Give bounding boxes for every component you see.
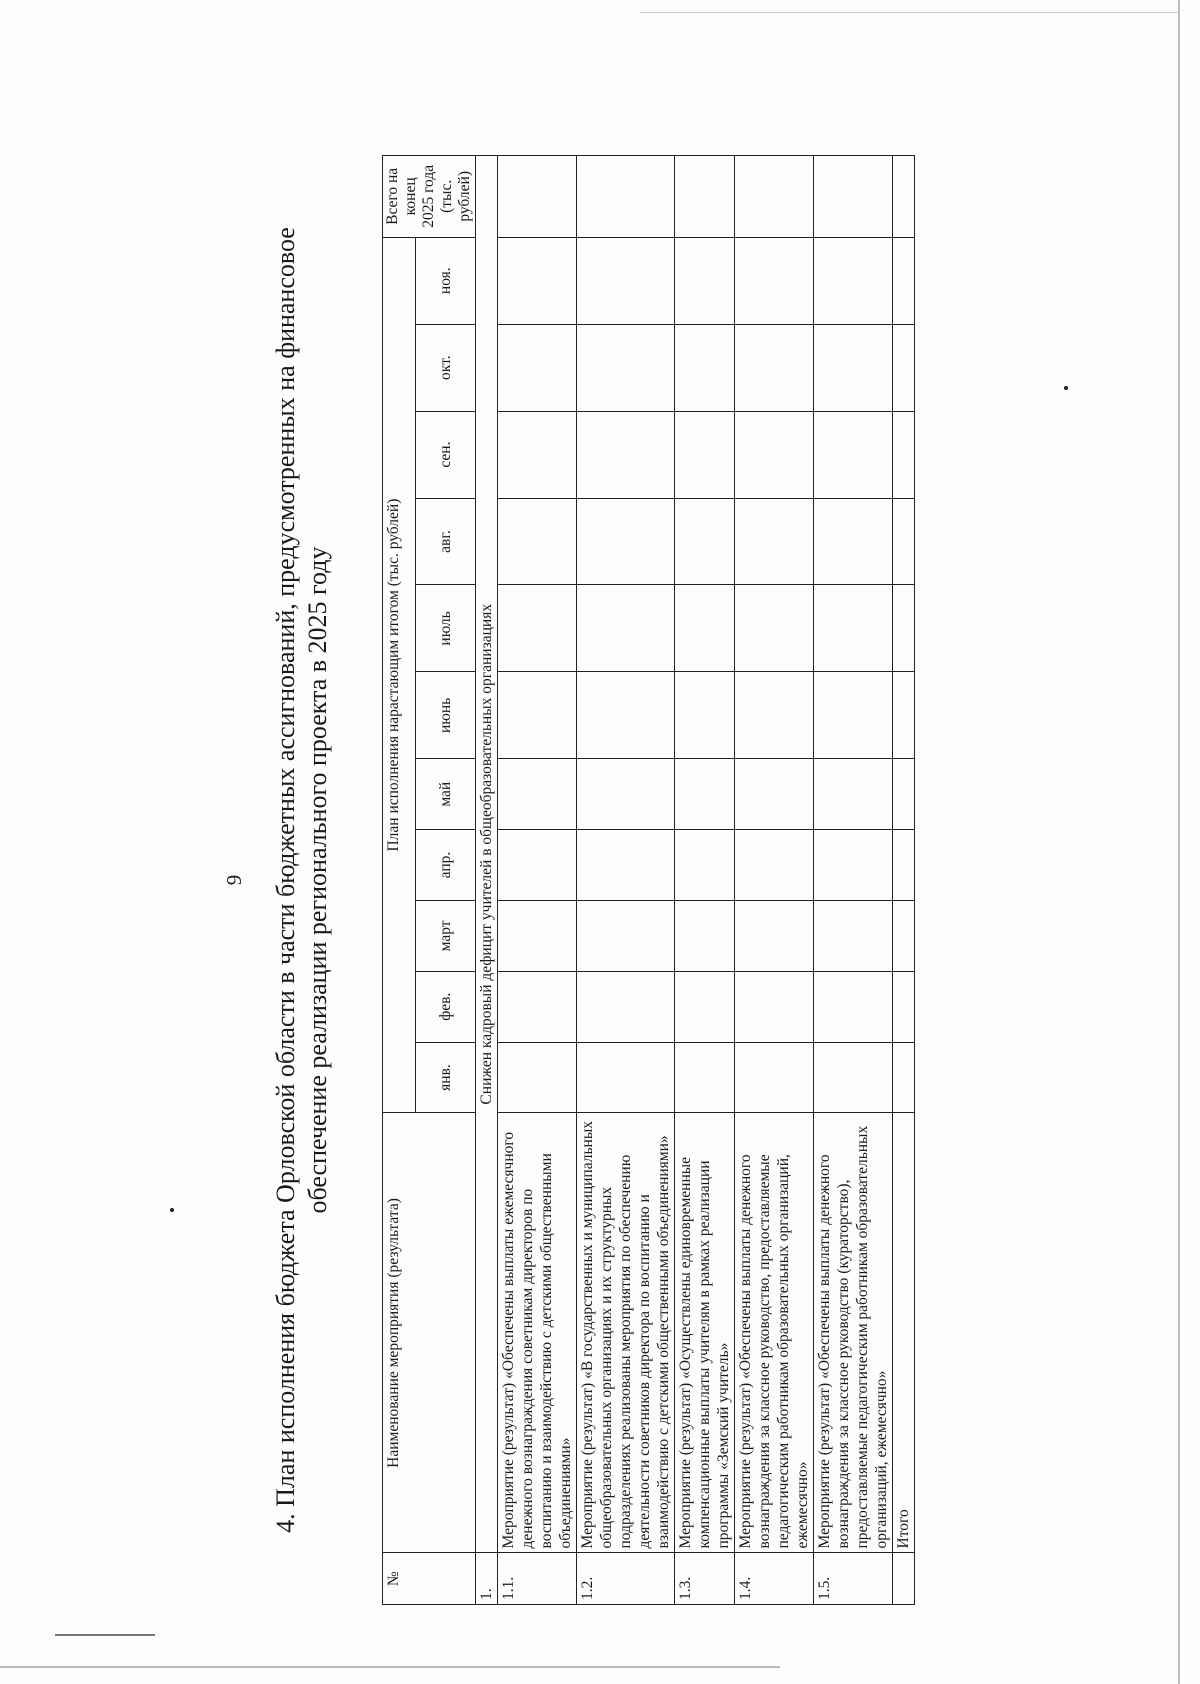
row-number: 1.5. — [814, 1553, 893, 1605]
table-row — [675, 156, 735, 1605]
empty-cell — [893, 1553, 915, 1605]
empty-cell — [893, 324, 915, 411]
header-month: окт. — [416, 324, 476, 411]
row-number: 1.1. — [498, 1553, 577, 1605]
empty-cell — [735, 237, 814, 324]
empty-cell — [498, 830, 577, 901]
empty-cell — [675, 237, 735, 324]
empty-cell — [735, 759, 814, 830]
empty-cell — [498, 585, 577, 672]
section-number: 1. — [476, 1553, 498, 1605]
header-month: янв. — [416, 1042, 476, 1113]
header-month: фев. — [416, 971, 476, 1042]
empty-cell — [814, 498, 893, 585]
empty-cell — [814, 759, 893, 830]
budget-plan-table — [382, 155, 915, 1605]
empty-cell — [735, 411, 814, 498]
empty-cell — [814, 237, 893, 324]
empty-cell — [675, 900, 735, 971]
empty-cell — [893, 971, 915, 1042]
scan-edge-top — [640, 12, 1180, 13]
empty-cell — [735, 585, 814, 672]
empty-cell — [735, 672, 814, 759]
empty-cell — [893, 411, 915, 498]
document-title — [270, 180, 334, 1580]
header-month: март — [416, 900, 476, 971]
empty-cell — [498, 1042, 577, 1113]
empty-cell — [577, 971, 675, 1042]
header-total-year: Всего на конец 2025 года (тыс. рублей) — [383, 156, 476, 238]
empty-cell — [577, 1042, 675, 1113]
empty-cell — [893, 759, 915, 830]
empty-cell — [498, 237, 577, 324]
section-title: Снижен кадровый дефицит учителей в общеобразовательных организациях — [476, 156, 498, 1553]
empty-cell — [893, 830, 915, 901]
empty-cell — [735, 900, 814, 971]
empty-cell — [814, 156, 893, 238]
empty-cell — [675, 411, 735, 498]
header-month: сен. — [416, 411, 476, 498]
empty-cell — [675, 498, 735, 585]
header-month: авг. — [416, 498, 476, 585]
total-row — [893, 156, 915, 1605]
empty-cell — [735, 830, 814, 901]
empty-cell — [735, 498, 814, 585]
row-activity-name: Мероприятие (результат) «Обеспечены выплаты денежного вознаграждения за классное руководство, предоставляемые педагогическим работникам образовательных организаций, ежемесячно» — [735, 1113, 814, 1553]
empty-cell — [814, 585, 893, 672]
empty-cell — [577, 156, 675, 238]
table-row — [735, 156, 814, 1605]
empty-cell — [577, 237, 675, 324]
header-number: № — [383, 1553, 476, 1605]
empty-cell — [735, 156, 814, 238]
row-number: 1.2. — [577, 1553, 675, 1605]
empty-cell — [498, 324, 577, 411]
empty-cell — [577, 411, 675, 498]
row-activity-name: Мероприятие (результат) «В государственных и муниципальных общеобразовательных организациях и их структурных подразделениях реализованы мероприятия по обеспечению деятельности советников директора по воспитанию и взаимодействию с детскими общественными объединениями» — [577, 1113, 675, 1553]
scan-edge-bottom — [0, 1666, 780, 1668]
header-month: апр. — [416, 830, 476, 901]
empty-cell — [893, 237, 915, 324]
empty-cell — [893, 156, 915, 238]
empty-cell — [577, 900, 675, 971]
title-line-1: 4. План исполнения бюджета Орловской области в части бюджетных ассигнований, предусмотренных на финансовое — [271, 227, 300, 1533]
empty-cell — [675, 672, 735, 759]
table-row — [498, 156, 577, 1605]
empty-cell — [675, 324, 735, 411]
empty-cell — [577, 498, 675, 585]
rotated-page — [150, 140, 1200, 1620]
row-activity-name: Мероприятие (результат) «Осуществлены единовременные компенсационные выплаты учителям в рамках реализации программы «Земский учитель» — [675, 1113, 735, 1553]
empty-cell — [675, 759, 735, 830]
page-number: 9 — [222, 874, 246, 886]
table-row — [577, 156, 675, 1605]
header-month: май — [416, 759, 476, 830]
empty-cell — [577, 585, 675, 672]
empty-cell — [498, 498, 577, 585]
total-label: Итого — [893, 1113, 915, 1553]
empty-cell — [893, 900, 915, 971]
empty-cell — [577, 830, 675, 901]
empty-cell — [814, 672, 893, 759]
title-line-2: обеспечение реализации регионального проекта в 2025 году — [303, 546, 332, 1214]
row-number: 1.4. — [735, 1553, 814, 1605]
row-activity-name: Мероприятие (результат) «Обеспечены выплаты денежного вознаграждения за классное руководство (кураторство), предоставляемые педагогическим работникам образовательных организаций, ежемесячно» — [814, 1113, 893, 1553]
header-month: июнь — [416, 672, 476, 759]
empty-cell — [814, 411, 893, 498]
empty-cell — [675, 1042, 735, 1113]
empty-cell — [735, 1042, 814, 1113]
empty-cell — [814, 900, 893, 971]
empty-cell — [675, 971, 735, 1042]
scan-mark-bottom-left — [55, 1634, 155, 1636]
empty-cell — [675, 156, 735, 238]
empty-cell — [577, 324, 675, 411]
empty-cell — [577, 759, 675, 830]
empty-cell — [498, 759, 577, 830]
empty-cell — [498, 411, 577, 498]
table-row — [814, 156, 893, 1605]
empty-cell — [814, 324, 893, 411]
empty-cell — [735, 324, 814, 411]
empty-cell — [893, 672, 915, 759]
empty-cell — [893, 1042, 915, 1113]
empty-cell — [675, 585, 735, 672]
header-month: июль — [416, 585, 476, 672]
header-month: ноя. — [416, 237, 476, 324]
empty-cell — [814, 1042, 893, 1113]
header-plan-group: План исполнения нарастающим итогом (тыс. рублей) — [383, 237, 416, 1113]
empty-cell — [735, 971, 814, 1042]
empty-cell — [577, 672, 675, 759]
row-activity-name: Мероприятие (результат) «Обеспечены выплаты ежемесячного денежного вознаграждения советникам директоров по воспитанию и взаимодействию с детскими общественными объединениями» — [498, 1113, 577, 1553]
empty-cell — [893, 585, 915, 672]
empty-cell — [498, 900, 577, 971]
section-row — [476, 156, 498, 1605]
row-number: 1.3. — [675, 1553, 735, 1605]
empty-cell — [675, 830, 735, 901]
empty-cell — [893, 498, 915, 585]
header-activity-name: Наименование мероприятия (результата) — [383, 1113, 476, 1553]
empty-cell — [498, 672, 577, 759]
empty-cell — [498, 971, 577, 1042]
empty-cell — [814, 830, 893, 901]
empty-cell — [498, 156, 577, 238]
empty-cell — [814, 971, 893, 1042]
